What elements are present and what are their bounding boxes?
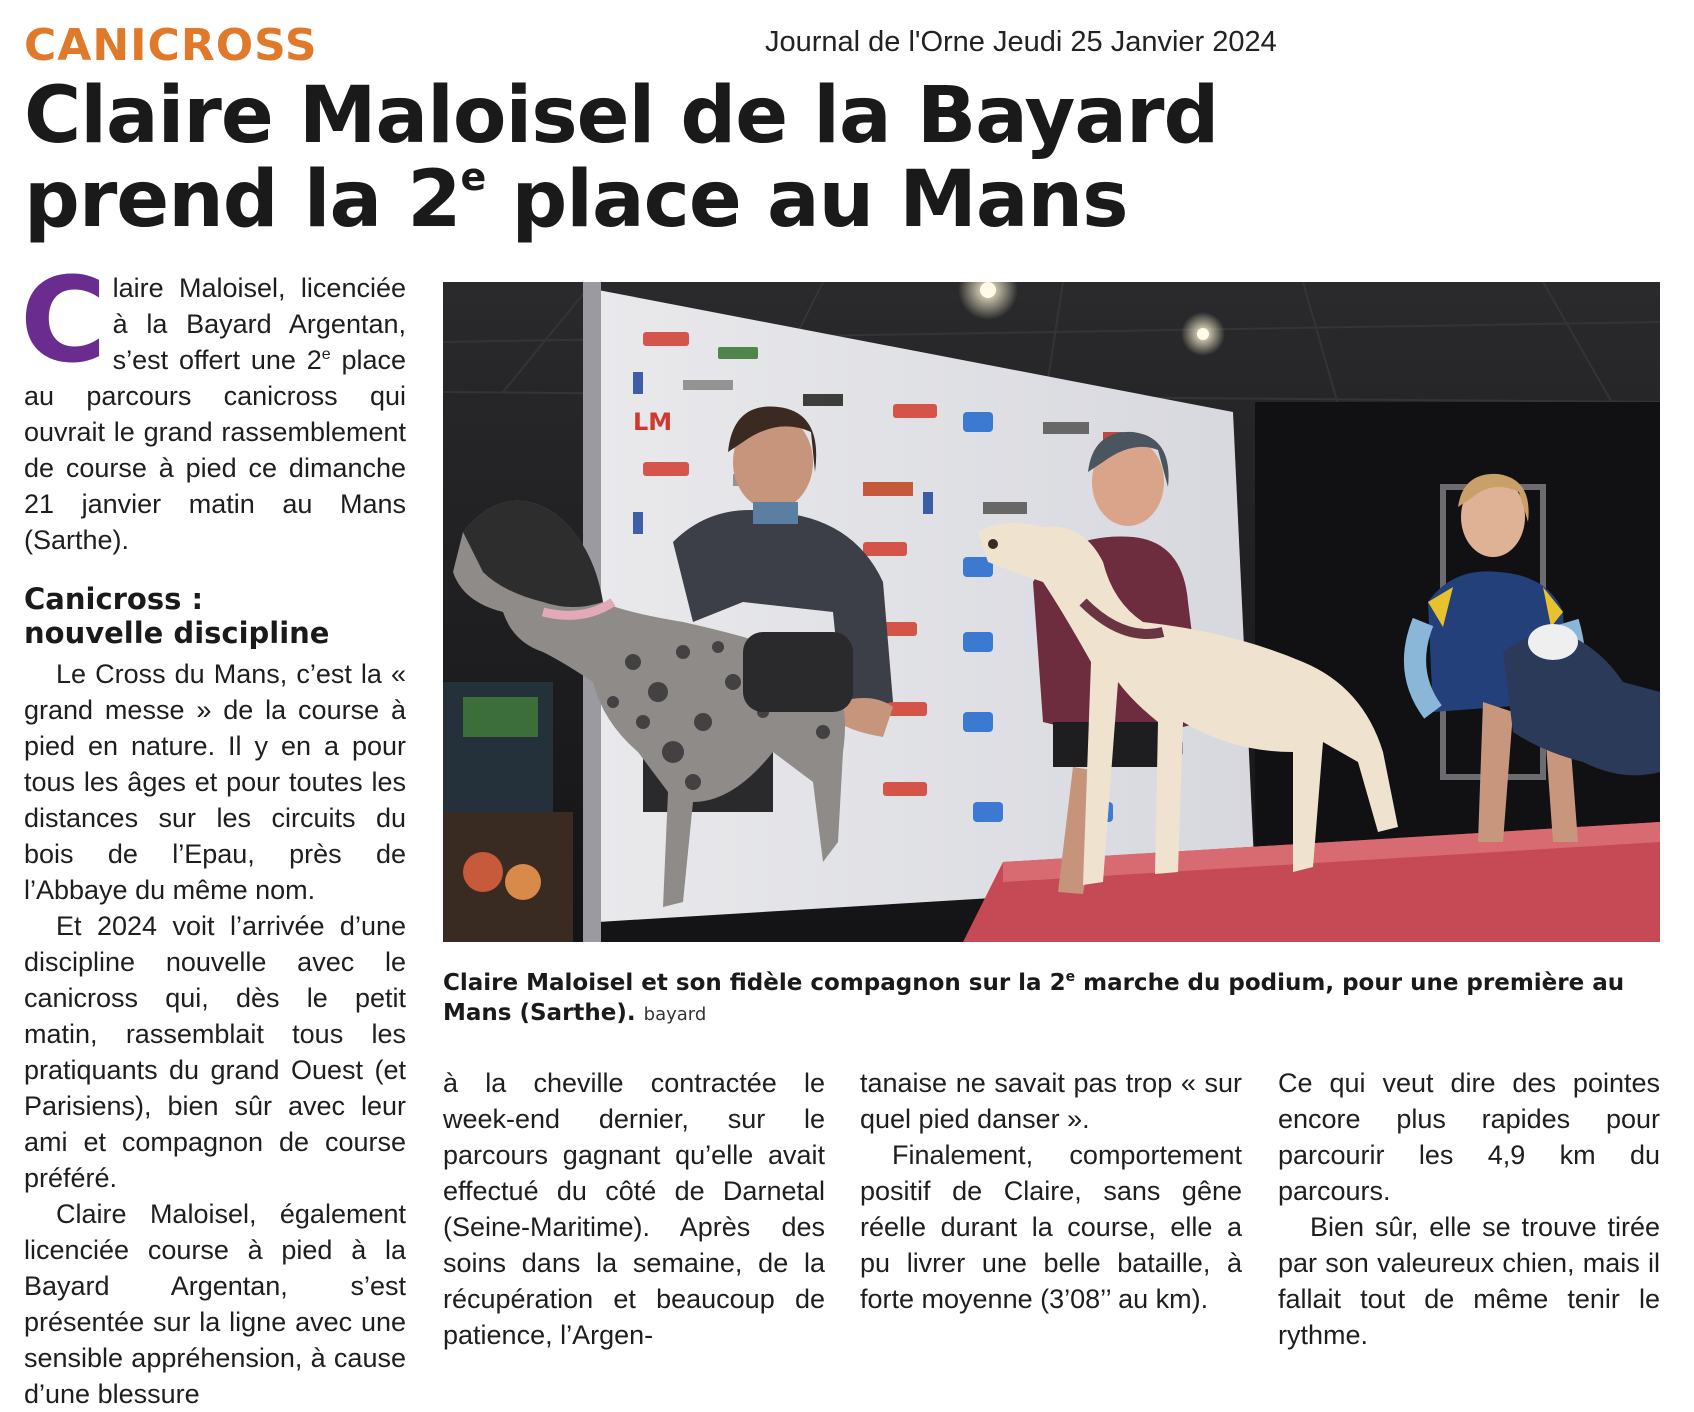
lead-paragraph bbox=[20, 251, 406, 558]
paragraph-3-part-2: à la cheville contractée le week-end dernier, sur le parcours gagnant qu’elle avait effectué du côté de Darnetal (Seine-Maritime). Après des soins dans la semaine, de la récupération et beaucoup de patience, l’Argen- bbox=[443, 1068, 825, 1350]
paragraph-2: Et 2024 voit l’arrivée d’une discipline nouvelle avec le canicross qui, dès le petit matin, rassemblait tous les pratiquants du grand Ouest (et Parisiens), bien sûr avec leur ami et compagnon de course préféré. bbox=[24, 911, 406, 1193]
photo-credit: bayard bbox=[643, 1004, 707, 1025]
caption-superscript: e bbox=[1065, 969, 1076, 985]
headline-superscript: e bbox=[460, 155, 486, 199]
article-column-3 bbox=[860, 1065, 1242, 1317]
paragraph-4: Finalement, comportement positif de Claire, sans gêne réelle durant la course, elle a pu livrer une belle bataille, à forte moyenne (3’08’’ au km). bbox=[860, 1140, 1242, 1314]
article-column-2 bbox=[443, 1065, 825, 1353]
article-column-1 bbox=[20, 251, 406, 1412]
subheading-line-1: Canicross : bbox=[24, 582, 204, 616]
paragraph-5: Bien sûr, elle se trouve tirée par son valeureux chien, mais il fallait tout de même tenir le rythme. bbox=[1278, 1212, 1660, 1350]
publication-date-line: Journal de l'Orne Jeudi 25 Janvier 2024 bbox=[765, 26, 1277, 58]
paragraph-1: Le Cross du Mans, c’est la « grand messe » de la course à pied en nature. Il y en a pour tous les âges et pour toutes les distances sur les circuits du bois de l’Epau, près de l’Abbaye du même nom. bbox=[24, 659, 406, 905]
headline bbox=[24, 71, 1324, 245]
caption-text-start: Claire Maloisel et son fidèle compagnon sur la 2 bbox=[443, 970, 1066, 996]
lead-superscript: e bbox=[321, 346, 331, 363]
caption-text-end: marche du podium, pour une première au Mans (Sarthe). bbox=[443, 970, 1625, 1026]
podium-photo bbox=[443, 282, 1660, 942]
paragraph-4-continued: Ce qui veut dire des pointes encore plus rapides pour parcourir les 4,9 km du parcours. bbox=[1278, 1068, 1660, 1206]
paragraph-3-part-1: Claire Maloisel, également licenciée course à pied à la Bayard Argentan, s’est présentée sur la ligne avec une sensible appréhension, à cause d’une blessure bbox=[24, 1199, 406, 1409]
photo-caption bbox=[443, 968, 1660, 1030]
sponsor-logo-lm: LM bbox=[633, 408, 673, 436]
paragraph-3-part-3: tanaise ne savait pas trop « sur quel pied danser ». bbox=[860, 1068, 1242, 1134]
drop-cap: C bbox=[20, 251, 107, 389]
headline-line-2-end: place au Mans bbox=[485, 155, 1128, 245]
subheading bbox=[24, 582, 406, 650]
lead-text-end: place au parcours canicross qui ouvrait le grand rassemblement de course à pied ce dimanche 21 janvier matin au Mans (Sarthe). bbox=[24, 345, 406, 555]
headline-line-1: Claire Maloisel de la Bayard bbox=[24, 71, 1219, 161]
lead-text-start: laire Maloisel, licenciée à la Bayard Argentan, s’est offert une 2 bbox=[112, 273, 406, 375]
section-label: CANICROSS bbox=[24, 20, 318, 71]
headline-line-2-start: prend la 2 bbox=[24, 155, 461, 245]
subheading-line-2: nouvelle discipline bbox=[24, 616, 330, 650]
article-column-4 bbox=[1278, 1065, 1660, 1353]
